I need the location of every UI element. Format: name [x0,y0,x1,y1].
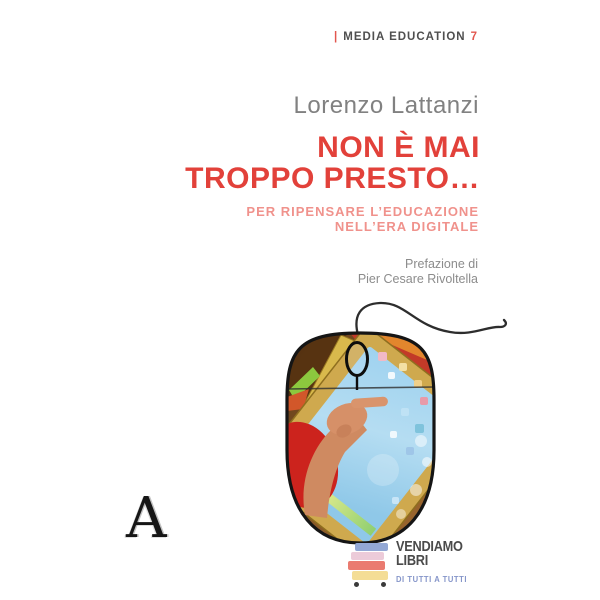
series-number: 7 [470,31,478,43]
series-label: MEDIA EDUCATION [343,31,466,43]
series-bar: | [334,31,339,43]
author-name: Lorenzo Lattanzi [293,92,479,119]
preface-line-2: Pier Cesare Rivoltella [357,271,478,286]
cart-wheel-icon [381,582,386,587]
subtitle-line-2: NELL’ERA DIGITALE [334,219,479,234]
book-spine [348,561,385,570]
book-spine [355,543,388,551]
vendor-name-line-2: LIBRI [396,551,429,569]
title-line-2: TROPPO PRESTO… [185,162,480,195]
vendor-name [396,540,463,567]
publisher-logo: A [126,486,167,551]
book-spine [351,552,384,560]
title-line-1: NON È MAI [317,131,480,164]
vendor-tagline: DI TUTTI A TUTTI [396,575,468,584]
cart-wheel-icon [354,582,359,587]
book-spine [352,571,388,580]
vendor-name-line-1: VENDIAMO [396,538,463,555]
preface-line-1: Prefazione di [405,257,478,271]
subtitle-line-1: PER RIPENSARE L’EDUCAZIONE [246,204,479,219]
mouse-cord-icon [356,303,505,335]
